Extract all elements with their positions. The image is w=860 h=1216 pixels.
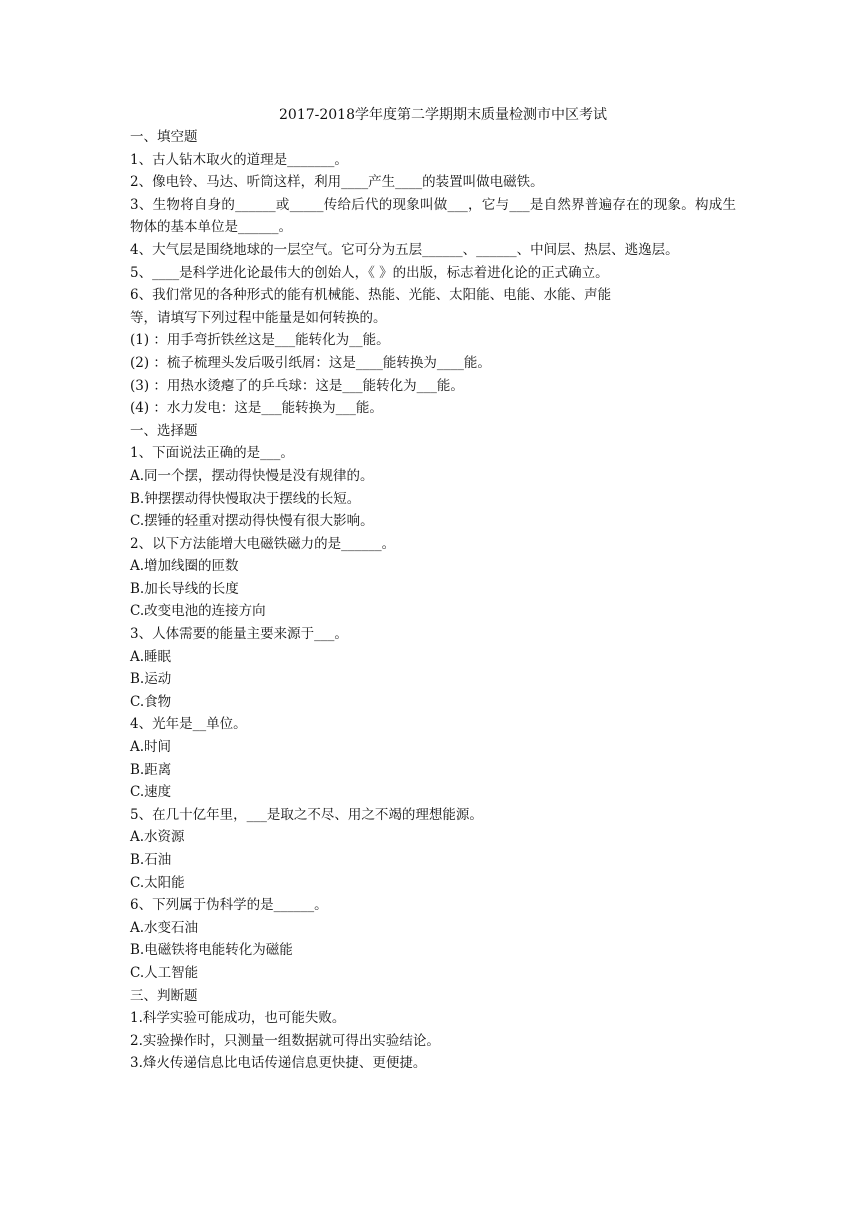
option-line: A.增加线圈的匝数 [130, 558, 239, 575]
question-line: (3) ：用热水烫瘪了的乒乓球：这是___能转化为___能。 [130, 377, 464, 394]
question-line: 2、像电铃、马达、听筒这样，利用____产生____的装置叫做电磁铁。 [130, 174, 544, 191]
option-line: C.食物 [130, 693, 172, 710]
question-line: 4、光年是__单位。 [130, 716, 247, 733]
question-line: 5、____是科学进化论最伟大的创始人，《 》的出版，标志着进化论的正式确立。 [130, 264, 609, 281]
question-line: 1.科学实验可能成功，也可能失败。 [130, 1010, 346, 1027]
question-line: 3.烽火传递信息比电话传递信息更快捷、更便捷。 [130, 1055, 427, 1072]
section-heading-fill: 一、填空题 [130, 129, 198, 145]
question-line: 1、古人钻木取火的道理是_______。 [130, 151, 348, 168]
question-line: (1) ：用手弯折铁丝这是___能转化为__能。 [130, 332, 390, 349]
question-line: (2) ：梳子梳理头发后吸引纸屑：这是____能转换为____能。 [130, 354, 491, 371]
question-line: 6、下列属于伪科学的是______。 [130, 897, 328, 914]
option-line: A.同一个摆，摆动得快慢是没有规律的。 [130, 467, 374, 484]
option-line: C.人工智能 [130, 964, 199, 981]
question-line: (4) ：水力发电：这是___能转换为___能。 [130, 400, 383, 417]
option-line: C.摆锤的轻重对摆动得快慢有很大影响。 [130, 513, 374, 530]
section-heading-judge: 三、判断题 [130, 987, 198, 1004]
question-line: 3、生物将自身的______或_____传给后代的现象叫做___，它与___是自然界普遍存在的现象。构成生物体的基本单位是______。 [130, 196, 736, 236]
question-line: 1、下面说法正确的是___。 [130, 445, 294, 462]
question-line: 等，请填写下列过程中能量是如何转换的。 [130, 309, 387, 326]
question-line: 2.实验操作时，只测量一组数据就可得出实验结论。 [130, 1032, 440, 1049]
option-line: B.加长导线的长度 [130, 580, 239, 597]
exam-title: 2017-2018学年度第二学期期末质量检测市中区考试 [279, 107, 607, 123]
option-line: A.水资源 [130, 829, 185, 846]
option-line: C.太阳能 [130, 874, 185, 891]
option-line: B.钟摆摆动得快慢取决于摆线的长短。 [130, 490, 361, 507]
option-line: B.石油 [130, 852, 172, 868]
question-line: 6、我们常见的各种形式的能有机械能、热能、光能、太阳能、电能、水能、声能 [130, 287, 612, 304]
option-line: B.距离 [130, 761, 172, 778]
option-line: C.改变电池的连接方向 [130, 603, 266, 620]
section-heading-choice: 一、选择题 [130, 422, 198, 439]
option-line: C.速度 [130, 784, 172, 801]
question-line: 4、大气层是围绕地球的一层空气。它可分为五层______、______、中间层、热层、逃逸层。 [130, 241, 679, 258]
question-line: 3、人体需要的能量主要来源于___。 [130, 626, 348, 643]
question-line: 5、在几十亿年里，___是取之不尽、用之不竭的理想能源。 [130, 806, 483, 823]
option-line: A.时间 [130, 739, 172, 756]
option-line: B.运动 [130, 671, 172, 688]
option-line: A.睡眠 [130, 648, 172, 665]
option-line: A.水变石油 [130, 919, 199, 936]
question-line: 2、以下方法能增大电磁铁磁力的是______。 [130, 535, 396, 552]
option-line: B.电磁铁将电能转化为磁能 [130, 942, 293, 959]
